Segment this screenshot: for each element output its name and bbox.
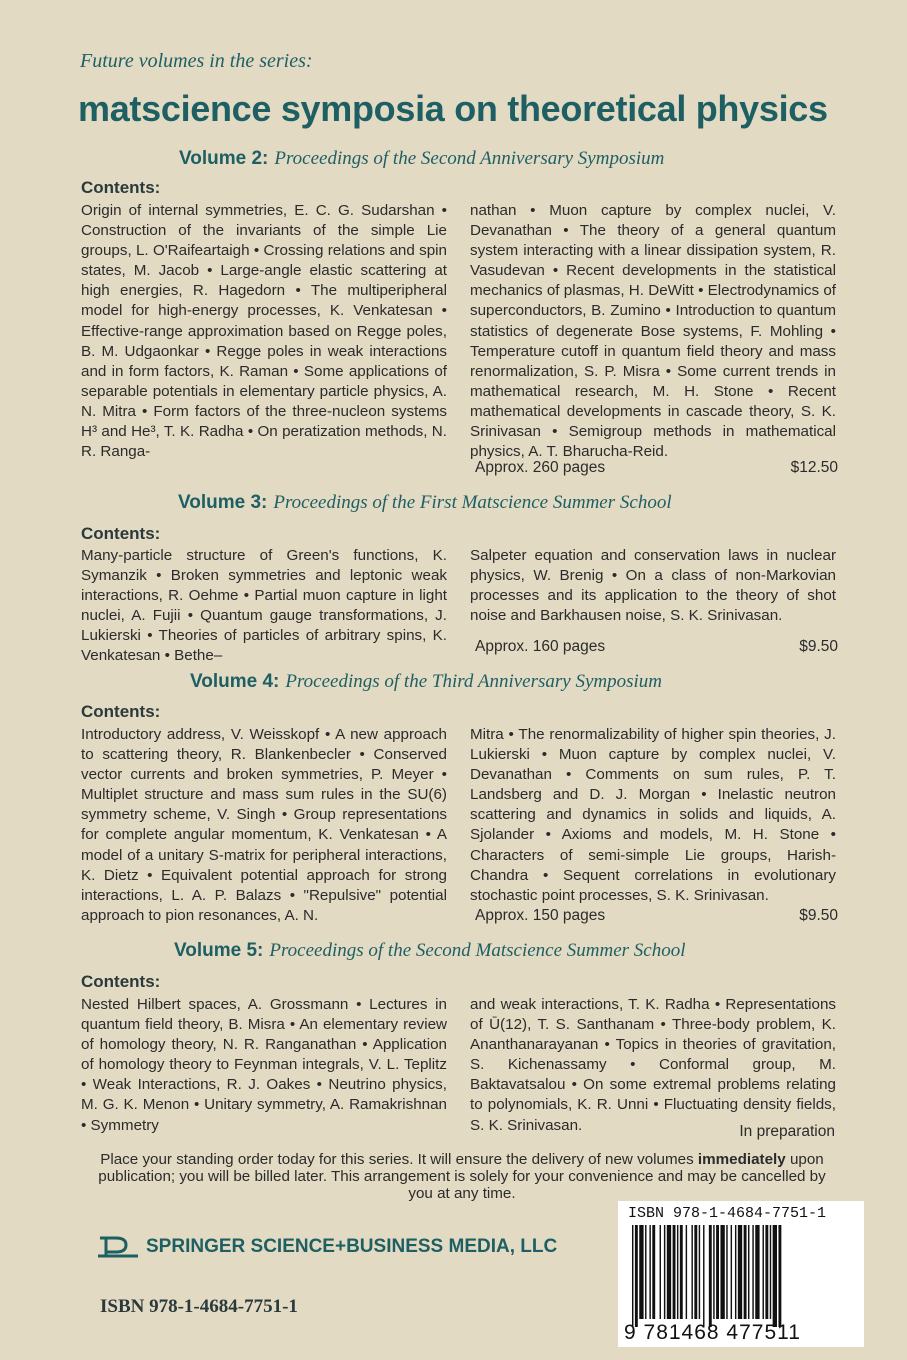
volume-3-pages: Approx. 160 pages [475, 638, 606, 655]
volume-2-price-row [475, 459, 838, 477]
volume-3-price-row [475, 638, 838, 656]
volume-5-contents-label: Contents: [81, 972, 161, 991]
volume-4-price-row [475, 907, 838, 925]
barcode [618, 1201, 864, 1347]
barcode-isbn-label: ISBN 978-1-4684-7751-1 [628, 1205, 827, 1222]
volume-2-contents-label: Contents: [81, 178, 161, 197]
volume-3-number: Volume 3: [178, 492, 268, 513]
standing-order-note [84, 1151, 840, 1202]
volume-2-price: $12.50 [790, 459, 838, 476]
volume-4-contents-right: Mitra • The renormalizability of higher spin theories, J. Lukierski • Muon capture by complex nuclei, V. Devanathan • Comments on sum rules, P. T. Landsberg and D. J. Morgan • Inelastic neutron scattering and dynamics in solids and liquids, A. Sjolander • Axioms and models, M. H. Stone • Characters of semi-simple Lie groups, Harish-Chandra • Sequent correlations in evolutionary stochastic point processes, S. K. Srinivasan. [470, 726, 836, 904]
series-title: matscience symposia on theoretical physics [78, 88, 828, 129]
volume-3-heading [178, 492, 672, 514]
volume-5-heading [174, 940, 686, 962]
volume-4-price: $9.50 [799, 907, 838, 924]
volume-5-title: Proceedings of the Second Matscience Summer School [269, 940, 686, 961]
volume-3-contents-label: Contents: [81, 524, 161, 543]
volume-2-number: Volume 2: [179, 148, 269, 169]
volume-2-contents-left: Origin of internal symmetries, E. C. G. Sudarshan • Construction of the invariants of the simple Lie groups, L. O'Raifeartaigh • Crossing relations and spin states, M. Jacob • Large-angle elastic scattering at high energies, R. Hagedorn • The multiperipheral model for high-energy processes, K. Venkatesan • Effective-range approximation based on Regge poles, B. M. Udgaonkar • Regge poles in weak interactions and in form factors, K. Raman • Some applications of separable potentials in elementary particle physics, A. N. Mitra • Form factors of the three-nucleon systems H³ and He³, T. K. Radha • On peratization methods, N. R. Ranga- [81, 202, 447, 461]
volume-5-contents-left: Nested Hilbert spaces, A. Grossmann • Lectures in quantum field theory, B. Misra • An elementary review of homology theory, N. R. Ranganathan • Application of homology theory to Feynman integrals, V. L. Teplitz • Weak Interactions, R. J. Oakes • Neutrino physics, M. G. K. Menon • Unitary symmetry, A. Ramakrishnan • Symmetry [81, 996, 447, 1134]
standing-order-line-b: upon publication; you will be billed later. This arrangement is solely for your convenience and may be cancelled by you at any time. [98, 1151, 826, 1202]
volume-4-number: Volume 4: [190, 671, 280, 692]
standing-order-emphasis: immediately [697, 1151, 786, 1168]
volume-4-title: Proceedings of the Third Anniversary Symposium [285, 671, 663, 692]
volume-4-contents-label: Contents: [81, 702, 161, 721]
volume-2-contents-right: nathan • Muon capture by complex nuclei, V. Devanathan • The theory of a general quantum system interacting with a linear dissipation system, R. Vasudevan • Recent developments in the statistical mechanics of plasmas, H. DeWitt • Electrodynamics of superconductors, B. Zumino • Introduction to quantum statistics of degenerate Bose systems, F. Mohling • Temperature cutoff in quantum field theory and mass renormalization, S. P. Misra • Some current trends in mathematical research, M. H. Stone • Recent mathematical developments in cascade theory, S. K. Srinivasan • Semigroup methods in mathematical physics, A. T. Bharucha-Reid. [470, 202, 836, 461]
volume-5-contents-right: and weak interactions, T. K. Radha • Representations of Ū(12), T. S. Santhanam • Three-body problem, K. Ananthanarayanan • Topics in theories of gravitation, S. Kichenassamy • Conformal group, M. Baktavatsalou • On some extremal problems relating to polynomials, K. R. Unni • Fluctuating density fields, S. K. Srinivasan. [470, 996, 836, 1134]
volume-3-contents-left: Many-particle structure of Green's functions, K. Symanzik • Broken symmetries and leptonic weak interactions, R. Oehme • Partial muon capture in light nuclei, A. Fujii • Quantum gauge transformations, J. Lukierski • Theories of particles of arbitrary spins, K. Venkatesan • Bethe– [81, 547, 447, 665]
volume-2-title: Proceedings of the Second Anniversary Symposium [274, 148, 665, 169]
isbn-text: ISBN 978-1-4684-7751-1 [100, 1296, 298, 1317]
series-kicker: Future volumes in the series: [80, 50, 313, 72]
volume-3-title: Proceedings of the First Matscience Summer School [273, 492, 672, 513]
barcode-digits: 9 781468 477511 [624, 1321, 801, 1344]
volume-3-price: $9.50 [799, 638, 838, 655]
springer-horse-logo-icon [96, 1234, 140, 1260]
publisher-block [96, 1234, 557, 1260]
volume-2-heading [179, 148, 664, 170]
standing-order-line-a: Place your standing order today for this series. It will ensure the delivery of new volumes [100, 1151, 694, 1168]
volume-3-contents-right: Salpeter equation and conservation laws in nuclear physics, W. Brenig • On a class of non-Markovian processes and its application to the theory of shot noise and Barkhausen noise, S. K. Srinivasan. [470, 547, 836, 625]
volume-2-pages: Approx. 260 pages [475, 459, 606, 476]
volume-4-heading [190, 671, 662, 693]
volume-5-status: In preparation [739, 1123, 835, 1140]
volume-4-pages: Approx. 150 pages [475, 907, 606, 924]
publisher-name: SPRINGER SCIENCE+BUSINESS MEDIA, LLC [146, 1236, 558, 1257]
volume-4-contents-left: Introductory address, V. Weisskopf • A new approach to scattering theory, R. Blankenbecler • Conserved vector currents and broken symmetries, P. Meyer • Multiplet structure and mass sum rules in the SU(6) symmetry scheme, V. Singh • Group representations for complete angular momentum, K. Venkatesan • A model of a unitary S-matrix for peripheral interactions, K. Dietz • Equivalent potential approach for strong interactions, L. A. P. Balazs • "Repulsive" potential approach to pion resonances, A. N. [81, 726, 447, 924]
volume-5-number: Volume 5: [174, 940, 264, 961]
